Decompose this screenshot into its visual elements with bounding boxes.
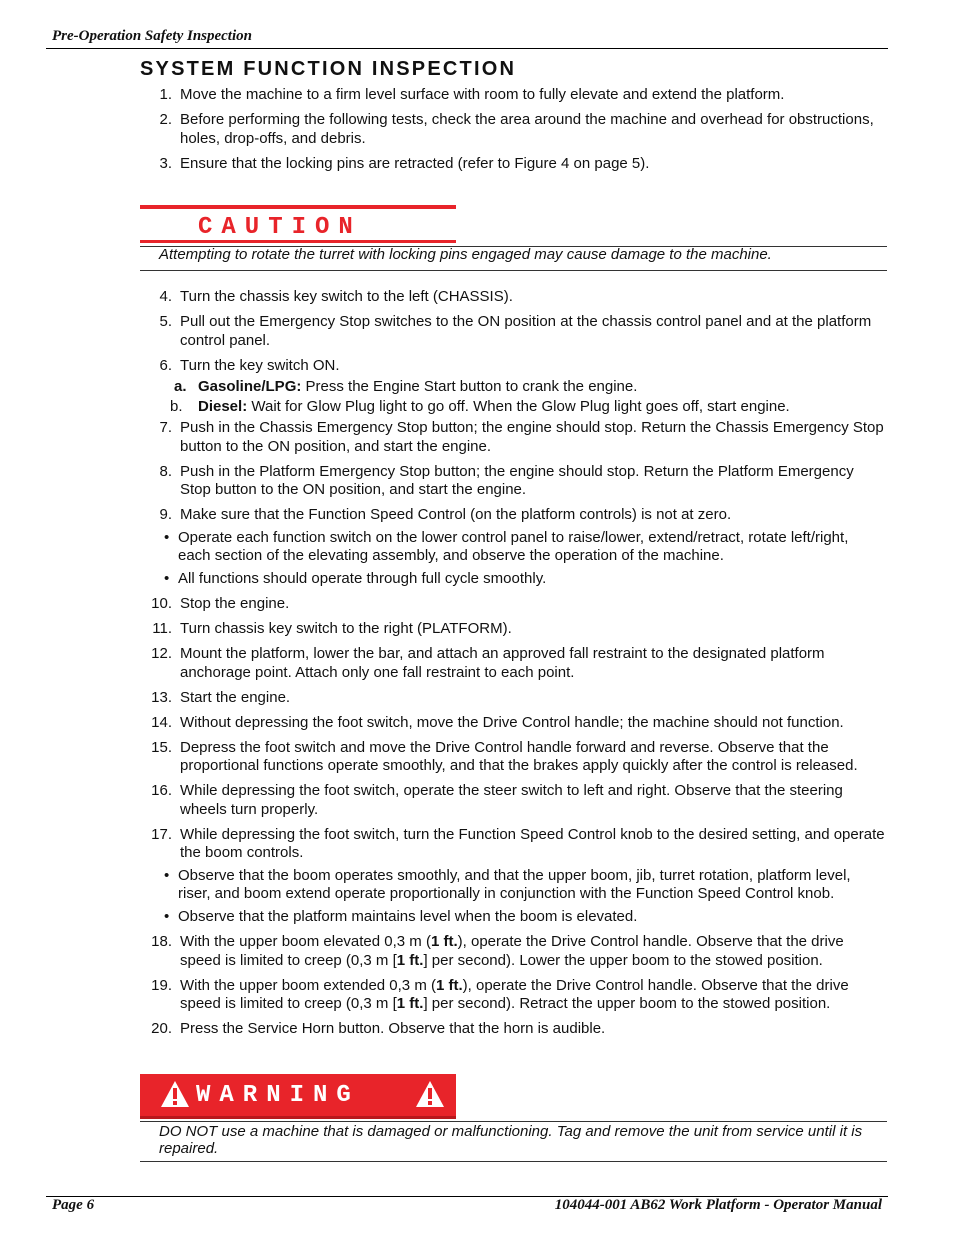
caution-bottom-rule [140, 270, 887, 271]
list-item: 4. Turn the chassis key switch to the left (CHASSIS). [159, 288, 513, 305]
list-item: 17. While depressing the foot switch, turn the Function Speed Control knob to the desired setting, and operate the boom controls. [151, 825, 885, 861]
list-item: 18. With the upper boom elevated 0,3 m (1 ft.), operate the Drive Control handle. Observe that the drive speed is limited to creep (0,3 m [1 ft.] per second). Lower the upper boom to the stowed position. [151, 933, 844, 969]
steps-list-a [140, 86, 885, 180]
sub-item: b. Diesel: Wait for Glow Plug light to go off. When the Glow Plug light goes off, start engine. [170, 397, 790, 415]
list-item: 11. Turn chassis key switch to the right (PLATFORM). [152, 620, 512, 637]
header-rule [46, 48, 888, 49]
running-header: Pre-Operation Safety Inspection [52, 28, 252, 44]
list-item: 14. Without depressing the foot switch, move the Drive Control handle; the machine should not function. [151, 713, 844, 731]
list-item: 10. Stop the engine. [151, 595, 290, 612]
list-item: 9. Make sure that the Function Speed Control (on the platform controls) is not at zero. [159, 506, 732, 523]
list-item: 20. Press the Service Horn button. Observe that the horn is audible. [151, 1020, 606, 1037]
list-item: 2. Before performing the following tests, check the area around the machine and overhead for obstructions, holes, drop-offs, and debris. [159, 111, 874, 147]
list-item: 16. While depressing the foot switch, operate the steer switch to left and right. Observe that the steering wheels turn properly. [151, 782, 843, 818]
warning-triangle-icon [160, 1080, 190, 1108]
warning-top-rule [140, 1121, 887, 1122]
steps-list-b [140, 288, 885, 1045]
manual-title: 104044-001 AB62 Work Platform - Operator Manual [554, 1197, 882, 1213]
warning-bottom-rule [140, 1161, 887, 1162]
list-item: 13. Start the engine. [151, 688, 291, 706]
bullet-item: • All functions should operate through full cycle smoothly. [164, 570, 547, 587]
list-item: 12. Mount the platform, lower the bar, and attach an approved fall restraint to the designated platform anchorage point. Attach only one fall restraint to each point. [151, 645, 825, 681]
caution-text: Attempting to rotate the turret with locking pins engaged may cause damage to the machine. [159, 246, 772, 263]
caution-label: CAUTION [198, 214, 362, 241]
bullet-item: • Observe that the boom operates smoothly, and that the upper boom, jib, turret rotation, platform level, riser, and boom extend operate proportionally in conjunction with the Function Speed Control knob. [164, 866, 851, 902]
list-item: 19. With the upper boom extended 0,3 m (1 ft.), operate the Drive Control handle. Observe that the drive speed is limited to creep (0,3 m [1 ft.] per second). Retract the upper boom to the stowed position. [151, 976, 849, 1012]
warning-banner [140, 1074, 456, 1119]
warning-triangle-icon [415, 1080, 445, 1108]
caution-banner [140, 205, 456, 243]
list-item: 15. Depress the foot switch and move the Drive Control handle forward and reverse. Observe that the proportional functions operate smoothly, and that the brakes apply quickly after the control is released. [151, 738, 858, 774]
bullet-item: • Observe that the platform maintains level when the boom is elevated. [164, 908, 638, 925]
sub-item: a. Gasoline/LPG: Press the Engine Start button to crank the engine. [174, 378, 638, 395]
warning-text: DO NOT use a machine that is damaged or malfunctioning. Tag and remove the unit from service until it is repaired. [159, 1123, 863, 1157]
list-item: 5. Pull out the Emergency Stop switches to the ON position at the chassis control panel and at the platform control panel. [159, 313, 872, 349]
list-item: 6. Turn the key switch ON. [159, 356, 340, 374]
warning-label: WARNING [196, 1082, 360, 1109]
list-item: 1. Move the machine to a firm level surface with room to fully elevate and extend the platform. [159, 86, 785, 103]
section-title: SYSTEM FUNCTION INSPECTION [140, 58, 517, 80]
page-number: Page 6 [52, 1197, 95, 1213]
list-item: 7. Push in the Chassis Emergency Stop button; the engine should stop. Return the Chassis Emergency Stop button to the ON position, and start the engine. [159, 419, 884, 455]
list-item: 8. Push in the Platform Emergency Stop button; the engine should stop. Return the Platform Emergency Stop button to the ON position, and start the engine. [159, 462, 854, 498]
list-item: 3. Ensure that the locking pins are retracted (refer to Figure 4 on page 5). [159, 154, 650, 172]
bullet-item: • Operate each function switch on the lower control panel to raise/lower, extend/retract, rotate left/right, each section of the elevating assembly, and observe the operation of the machine. [164, 528, 849, 564]
